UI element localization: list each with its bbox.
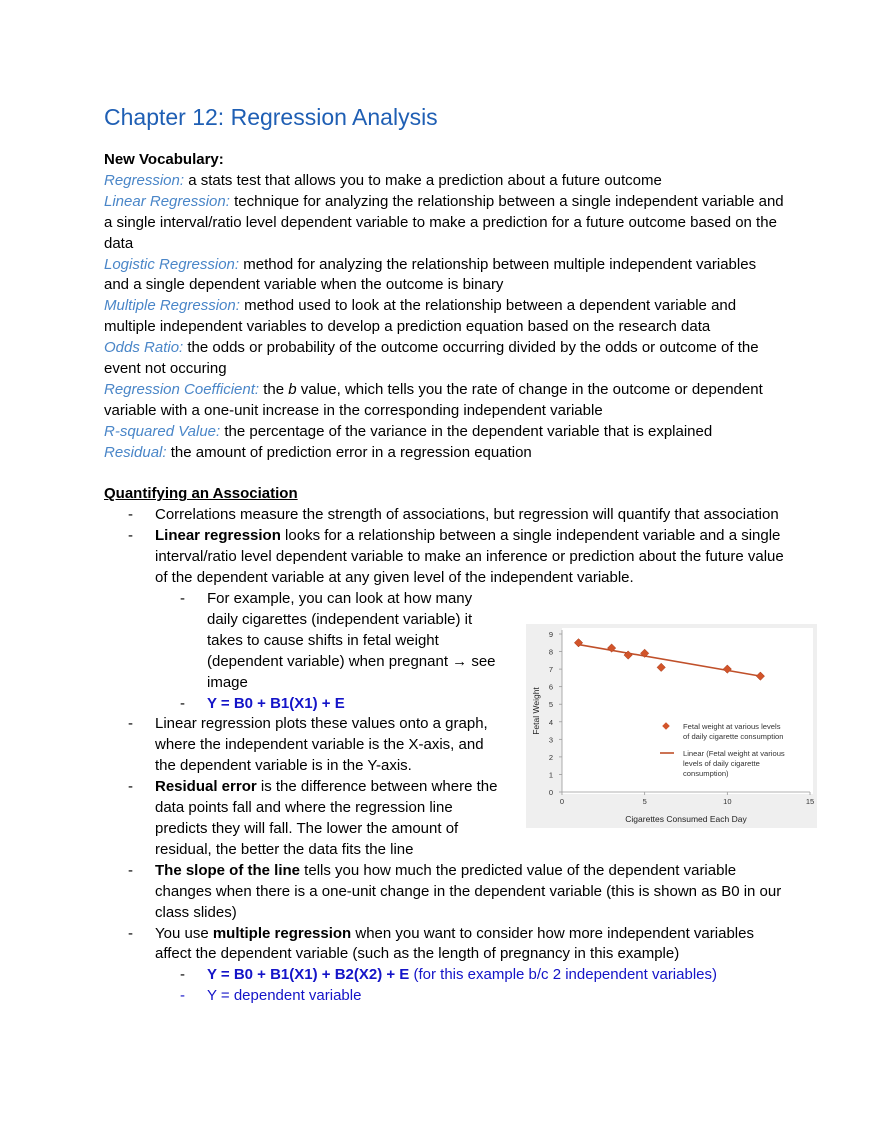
bullet-dash: - <box>180 966 185 984</box>
bullet-text: For example, you can look at how many daily cigarettes (independent variable) it takes to cause shifts in fetal weight (dependent variable) when pregnant → see image <box>207 590 496 691</box>
legend-label: Linear (Fetal weight at various <box>683 749 785 758</box>
vocab-def: a stats test that allows you to make a prediction about a future outcome <box>184 171 662 189</box>
bullet-text: when you want to consider how more independent variables affect the dependent variable (such as the length of pregnancy in this example) <box>155 924 754 963</box>
document-page <box>104 100 784 1007</box>
sub-bullet-item <box>104 986 784 1007</box>
vocab-term: Multiple Regression: <box>104 297 240 315</box>
vocab-heading: New Vocabulary: <box>104 151 224 168</box>
x-tick-label: 0 <box>559 797 565 806</box>
bullet-bold-text: Residual error <box>155 778 257 796</box>
x-axis-label: Cigarettes Consumed Each Day <box>625 814 747 824</box>
bullet-dash: - <box>180 694 185 712</box>
vocab-def: method used to look at the relationship between a dependent variable and multiple independent variables to develop a prediction equation based on the research data <box>104 297 737 336</box>
y-tick-label: 5 <box>548 700 553 710</box>
y-tick-label: 3 <box>548 735 553 745</box>
y-tick-label: 8 <box>548 647 553 657</box>
y-axis-label: Fetal Weight <box>531 687 541 735</box>
vocab-term: Residual: <box>104 443 167 461</box>
sub-bullet-item <box>104 965 784 986</box>
bullet-bold-text: The slope of the line <box>155 861 301 879</box>
vocab-term: Regression: <box>104 171 185 189</box>
vocab-term: Logistic Regression: <box>104 255 240 273</box>
vocab-item <box>104 255 784 297</box>
vocab-item <box>104 443 784 464</box>
bullet-dash: - <box>128 861 133 879</box>
vocab-def: the odds or probability of the outcome occurring divided by the odds or outcome of the event not occuring <box>104 339 759 378</box>
equation-text: Y = B0 + B1(X1) + B2(X2) + E <box>207 966 410 984</box>
bullet-dash: - <box>128 527 133 545</box>
y-tick-label: 7 <box>548 665 553 675</box>
y-tick-label: 6 <box>548 682 553 692</box>
vocab-def-italic: b <box>288 380 297 398</box>
bullet-dash: - <box>180 987 185 1005</box>
vocab-term: Regression Coefficient: <box>104 380 260 398</box>
bullet-text: Y = dependent variable <box>207 987 362 1005</box>
vocab-item <box>104 422 784 443</box>
bullet-item <box>104 861 784 924</box>
vocab-def: method for analyzing the relationship between multiple independent variables and a single dependent variable when the outcome is binary <box>104 255 757 294</box>
bullet-item <box>104 526 784 589</box>
regression-chart <box>526 624 817 828</box>
vocab-term: R-squared Value: <box>104 422 221 440</box>
bullet-dash: - <box>128 924 133 942</box>
vocab-def: the <box>259 380 289 398</box>
y-tick-label: 0 <box>548 788 553 797</box>
bullet-text: tells you how much the predicted value of the dependent variable changes when there is a one-unit change in the dependent variable (this is shown as B0 in our class slides) <box>155 861 782 921</box>
chart-legend <box>656 718 806 780</box>
bullet-text: is the difference between where the data points fall and where the regression line predicts they will fall. The lower the amount of residual, the better the data fits the line <box>155 778 498 858</box>
bullet-item <box>104 924 784 966</box>
vocab-item <box>104 192 784 255</box>
x-tick-label: 15 <box>805 797 815 806</box>
equation-text: Y = B0 + B1(X1) + E <box>207 694 345 712</box>
vocab-item <box>104 171 784 192</box>
vocab-item <box>104 338 784 380</box>
vocab-def: the amount of prediction error in a regression equation <box>166 443 532 461</box>
vocab-item <box>104 380 784 422</box>
bullet-bold-text: multiple regression <box>212 924 352 942</box>
equation-note: (for this example b/c 2 independent variables) <box>409 966 717 984</box>
bullet-text: Linear regression plots these values onto a graph, where the independent variable is the X-axis, and the dependent variable is in the Y-axis. <box>155 715 488 775</box>
vocab-def: technique for analyzing the relationship between a single independent variable and a single interval/ratio level dependent variable to make a prediction for a future outcome based on the data <box>104 192 784 252</box>
bullet-text: Correlations measure the strength of associations, but regression will quantify that association <box>155 506 779 524</box>
y-tick-label: 4 <box>548 717 553 727</box>
bullet-item <box>104 505 784 526</box>
bullet-dash: - <box>128 778 133 796</box>
vocab-def: the percentage of the variance in the dependent variable that is explained <box>220 422 713 440</box>
y-tick-label: 2 <box>548 752 553 762</box>
chart-svg <box>526 624 817 828</box>
bullet-text-block <box>155 777 505 861</box>
bullet-dash: - <box>128 715 133 733</box>
y-tick-label: 1 <box>548 770 553 780</box>
bullet-dash: - <box>128 506 133 524</box>
y-tick-label: 9 <box>548 630 553 639</box>
x-tick-label: 10 <box>723 797 732 806</box>
bullet-text: You use <box>155 924 213 942</box>
x-tick-label: 5 <box>642 797 647 806</box>
legend-label: levels of daily cigarette <box>683 759 760 768</box>
vocab-term: Odds Ratio: <box>104 339 184 357</box>
vocab-def: value, which tells you the rate of change in the outcome or dependent variable with a one-unit increase in the corresponding independent variable <box>104 380 763 419</box>
legend-label: Fetal weight at various levels <box>683 722 781 731</box>
vocab-item <box>104 296 784 338</box>
bullet-dash: - <box>180 590 185 608</box>
bullet-text: looks for a relationship between a single independent variable and a single interval/ratio level dependent variable to make an inference or prediction about the future value of the dependent variable at any given level of the independent variable. <box>155 527 784 587</box>
section-heading: Quantifying an Association <box>104 485 298 503</box>
page-title: Chapter 12: Regression Analysis <box>104 104 438 130</box>
vocab-term: Linear Regression: <box>104 192 230 210</box>
legend-label: of daily cigarette consumption <box>683 732 784 741</box>
legend-label: consumption) <box>683 769 729 778</box>
bullet-bold-text: Linear regression <box>155 527 281 545</box>
